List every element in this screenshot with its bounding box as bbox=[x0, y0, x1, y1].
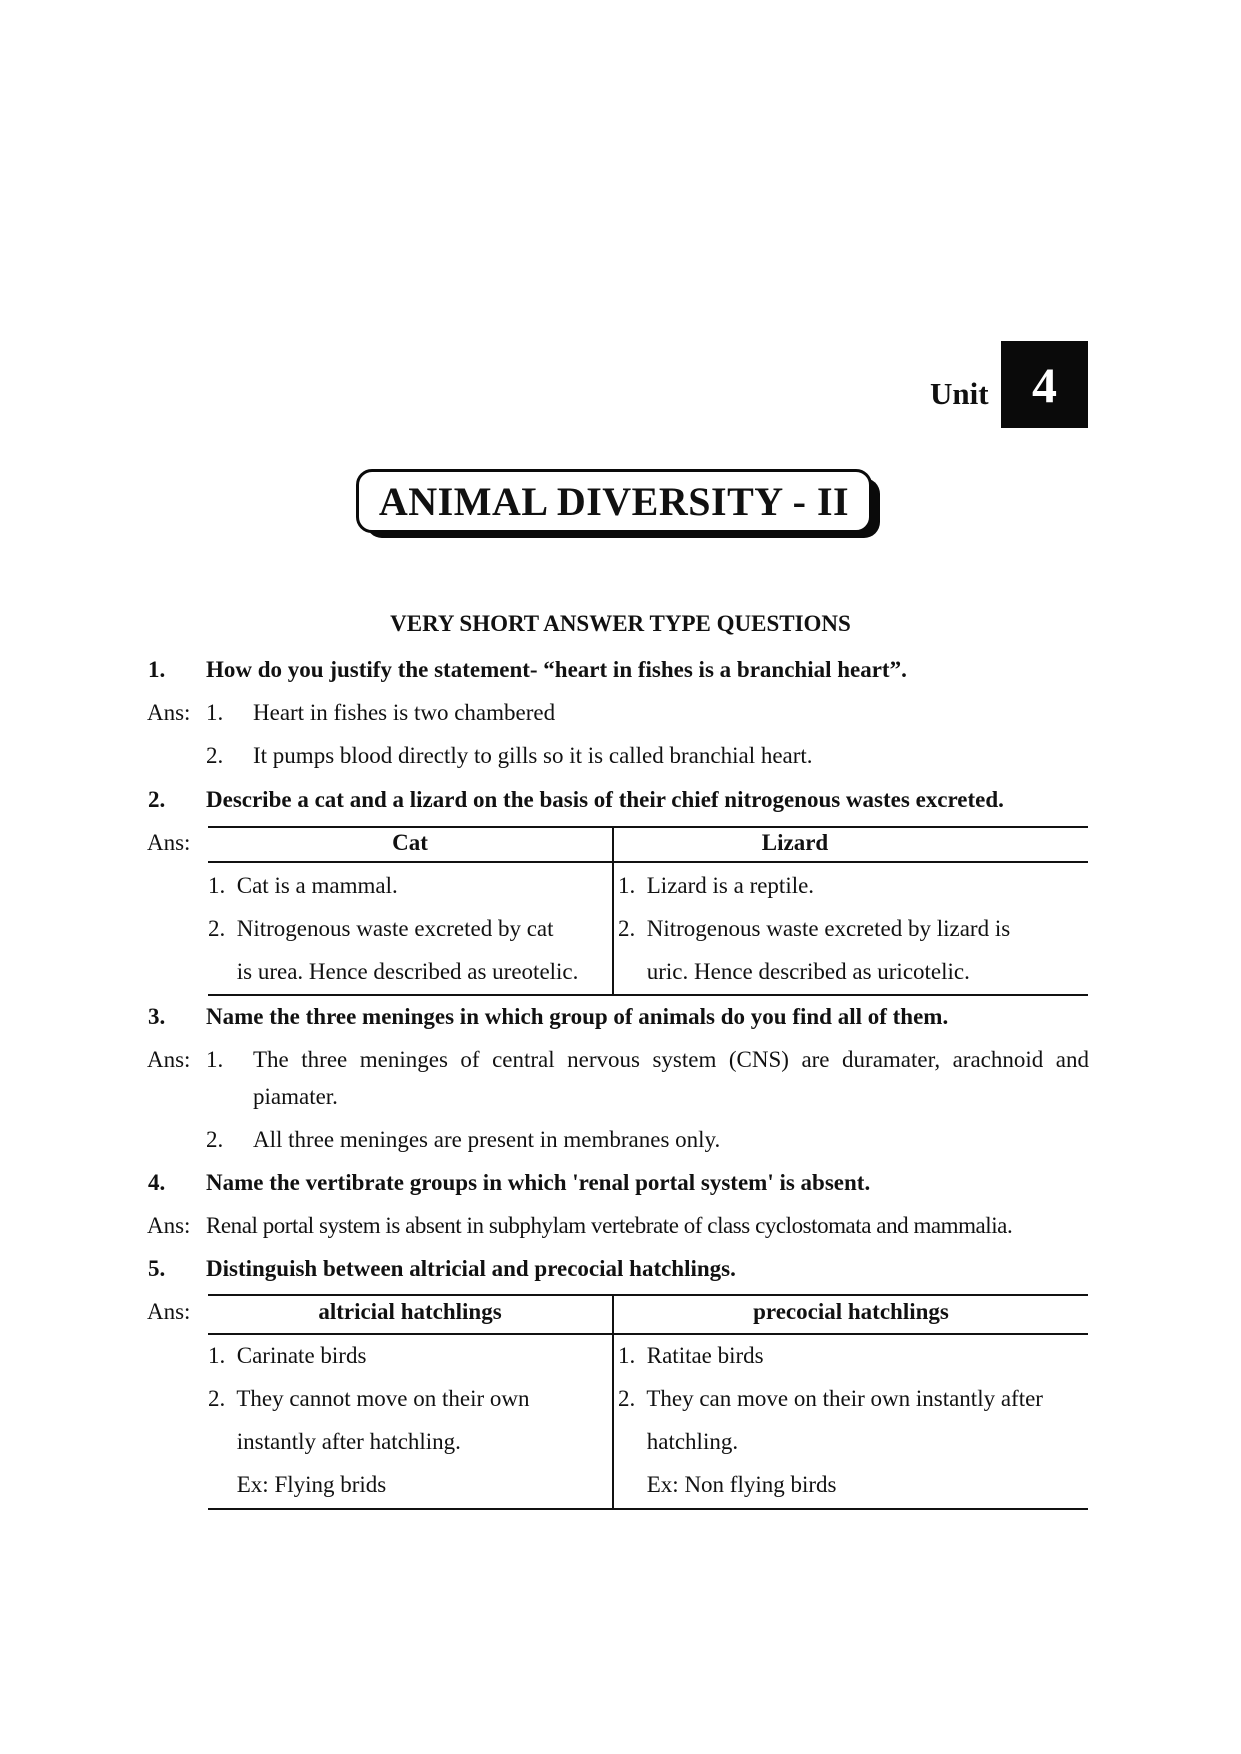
table-cell: 1. Cat is a mammal. bbox=[208, 873, 398, 898]
q4-number: 4. bbox=[148, 1170, 166, 1195]
table-cell: 1. Lizard is a reptile. bbox=[618, 873, 815, 898]
unit-label: Unit bbox=[930, 376, 989, 411]
table-bottom-rule bbox=[208, 994, 1088, 996]
table-cell: instantly after hatchling. bbox=[208, 1429, 461, 1454]
table-cell: hatchling. bbox=[618, 1429, 739, 1454]
table-divider bbox=[612, 1294, 614, 1510]
q5-number: 5. bbox=[148, 1256, 166, 1281]
table-cell: uric. Hence described as uricotelic. bbox=[618, 959, 970, 984]
q3-number: 3. bbox=[148, 1004, 166, 1029]
q1-ans2-text: It pumps blood directly to gills so it is called branchial heart. bbox=[253, 743, 813, 768]
table-header-rule bbox=[208, 1333, 1088, 1335]
q2-ans-label: Ans: bbox=[147, 830, 191, 855]
table-cell: Ex: Flying brids bbox=[208, 1472, 387, 1497]
table-cell: 2. They cannot move on their own bbox=[208, 1386, 530, 1411]
q2-table bbox=[208, 826, 1088, 996]
q1-ans2-num: 2. bbox=[206, 743, 224, 768]
q1-question: How do you justify the statement- “heart in fishes is a branchial heart”. bbox=[206, 657, 907, 682]
q1-ans1-text: Heart in fishes is two chambered bbox=[253, 700, 556, 725]
q3-ans1-text-line2: piamater. bbox=[253, 1084, 338, 1109]
q4-question: Name the vertibrate groups in which 'renal portal system' is absent. bbox=[206, 1170, 871, 1195]
chapter-title: ANIMAL DIVERSITY - II bbox=[356, 469, 872, 533]
table-top-rule bbox=[208, 1294, 1088, 1296]
q1-ans-label: Ans: bbox=[147, 700, 191, 725]
q4-answer: Renal portal system is absent in subphylam vertebrate of class cyclostomata and mammalia. bbox=[206, 1213, 1013, 1238]
q5-table bbox=[208, 1294, 1088, 1510]
q5-question: Distinguish between altricial and precocial hatchlings. bbox=[206, 1256, 736, 1281]
table-header-precocial: precocial hatchlings bbox=[753, 1299, 949, 1324]
q2-question: Describe a cat and a lizard on the basis of their chief nitrogenous wastes excreted. bbox=[206, 787, 1004, 812]
q3-ans1-num: 1. bbox=[206, 1047, 224, 1072]
q5-ans-label: Ans: bbox=[147, 1299, 191, 1324]
table-cell: 2. Nitrogenous waste excreted by cat bbox=[208, 916, 554, 941]
unit-number-badge: 4 bbox=[1001, 341, 1088, 428]
table-bottom-rule bbox=[208, 1508, 1088, 1510]
q1-ans1-num: 1. bbox=[206, 700, 224, 725]
q1-number: 1. bbox=[148, 657, 166, 682]
table-top-rule bbox=[208, 826, 1088, 828]
q2-number: 2. bbox=[148, 787, 166, 812]
table-cell: is urea. Hence described as ureotelic. bbox=[208, 959, 579, 984]
q3-ans2-text: All three meninges are present in membranes only. bbox=[253, 1127, 721, 1152]
table-cell: 1. Carinate birds bbox=[208, 1343, 367, 1368]
table-header-altricial: altricial hatchlings bbox=[318, 1299, 502, 1324]
q3-question: Name the three meninges in which group of animals do you find all of them. bbox=[206, 1004, 949, 1029]
table-cell: 2. They can move on their own instantly after bbox=[618, 1386, 1043, 1411]
q3-ans2-num: 2. bbox=[206, 1127, 224, 1152]
table-header-cat: Cat bbox=[392, 830, 428, 855]
table-cell: 1. Ratitae birds bbox=[618, 1343, 764, 1368]
q4-ans-label: Ans: bbox=[147, 1213, 191, 1238]
table-cell: 2. Nitrogenous waste excreted by lizard is bbox=[618, 916, 1011, 941]
q3-ans1-text-line1: The three meninges of central nervous system (CNS) are duramater, arachnoid and bbox=[253, 1047, 1089, 1072]
section-heading: VERY SHORT ANSWER TYPE QUESTIONS bbox=[390, 611, 851, 636]
table-cell: Ex: Non flying birds bbox=[618, 1472, 837, 1497]
table-header-rule bbox=[208, 861, 1088, 863]
q3-ans-label: Ans: bbox=[147, 1047, 191, 1072]
table-header-lizard: Lizard bbox=[761, 830, 829, 855]
